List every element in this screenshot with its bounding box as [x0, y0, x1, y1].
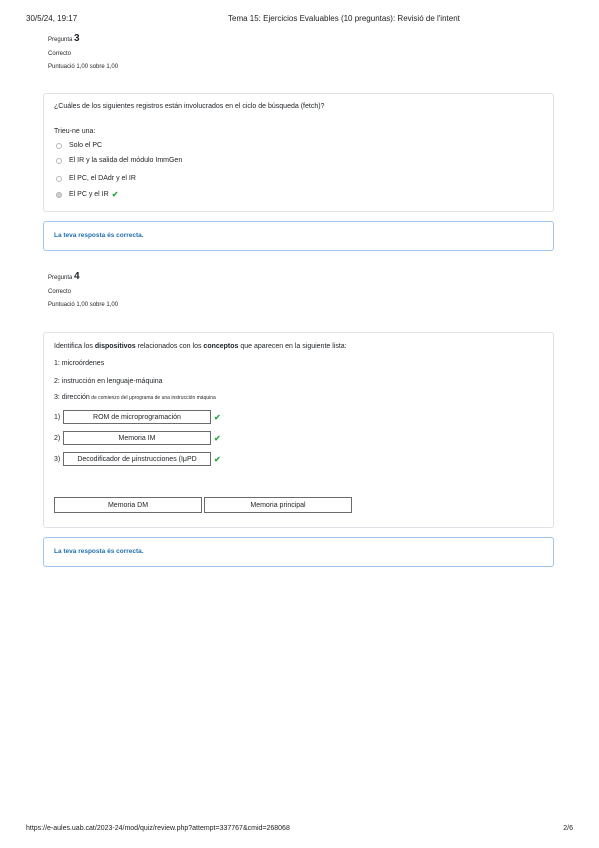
option-4[interactable]: [56, 190, 118, 199]
feedback-text: La teva resposta és correcta.: [54, 548, 144, 555]
concept-item-2: 2: instrucción en lenguaje-máquina: [54, 378, 163, 385]
option-1[interactable]: [56, 142, 102, 149]
option-2[interactable]: [56, 157, 182, 164]
print-url: https://e-aules.uab.cat/2023-24/mod/quiz/review.php?attempt=337767&cmid=268068: [26, 825, 290, 832]
check-icon: ✔: [214, 433, 221, 443]
option-label: Solo el PC: [69, 142, 103, 149]
check-icon: ✔: [214, 454, 221, 464]
check-icon: ✔: [111, 190, 119, 199]
radio-button[interactable]: [56, 158, 62, 164]
answer-row-3: [54, 452, 221, 466]
answer-number: 1): [54, 413, 61, 421]
question-number: Pregunta 3: [48, 33, 80, 44]
print-title: Tema 15: Ejercicios Evaluables (10 preguntas): Revisió de l'intent: [228, 14, 460, 23]
option-label: El PC, el DAdr y el IR: [69, 175, 136, 182]
drop-zone[interactable]: ROM de microprogramación: [63, 410, 211, 424]
question-text: ¿Cuáles de los siguientes registros están involucrados en el ciclo de búsqueda (fetch)?: [54, 103, 325, 110]
question-4-info: [48, 271, 118, 315]
feedback-text: La teva resposta és correcta.: [54, 232, 144, 239]
check-icon: ✔: [214, 412, 221, 422]
concept-item-3: 3: dirección de comienzo del μprograma de una instrucción máquina: [54, 394, 216, 401]
radio-button[interactable]: [56, 176, 62, 182]
question-3-info: [48, 33, 118, 77]
answer-row-2: [54, 431, 221, 445]
question-text: Identifica los dispositivos relacionados con los conceptos que aparecen en la siguiente lista:: [54, 343, 347, 350]
question-status: Correcto: [48, 289, 72, 295]
radio-button[interactable]: [56, 143, 62, 149]
question-status: Correcto: [48, 51, 72, 57]
question-number: Pregunta 4: [48, 271, 80, 282]
feedback-box: [43, 221, 554, 251]
drag-item-memoria-dm[interactable]: Memoria DM: [54, 497, 202, 513]
option-3[interactable]: [56, 175, 136, 182]
radio-button-selected[interactable]: [56, 192, 62, 198]
drop-zone[interactable]: Decodificador de μinstrucciones (IμPD: [63, 452, 211, 466]
answer-prompt: Trieu-ne una:: [54, 128, 96, 135]
answer-number: 2): [54, 434, 61, 442]
question-score: Puntuació 1,00 sobre 1,00: [48, 64, 119, 70]
question-3-content: [43, 93, 554, 212]
concept-item-1: 1: microórdenes: [54, 360, 105, 367]
option-label: El IR y la salida del módulo ImmGen: [69, 157, 183, 164]
answer-number: 3): [54, 455, 61, 463]
drag-item-memoria-principal[interactable]: Memoria principal: [204, 497, 352, 513]
feedback-box: [43, 537, 554, 567]
question-score: Puntuació 1,00 sobre 1,00: [48, 302, 119, 308]
page-number: 2/6: [563, 825, 573, 832]
print-date: 30/5/24, 19:17: [26, 14, 78, 23]
answer-row-1: [54, 410, 221, 424]
option-label: El PC y el IR: [69, 191, 109, 198]
question-4-content: [43, 332, 554, 528]
drop-zone[interactable]: Memoria IM: [63, 431, 211, 445]
